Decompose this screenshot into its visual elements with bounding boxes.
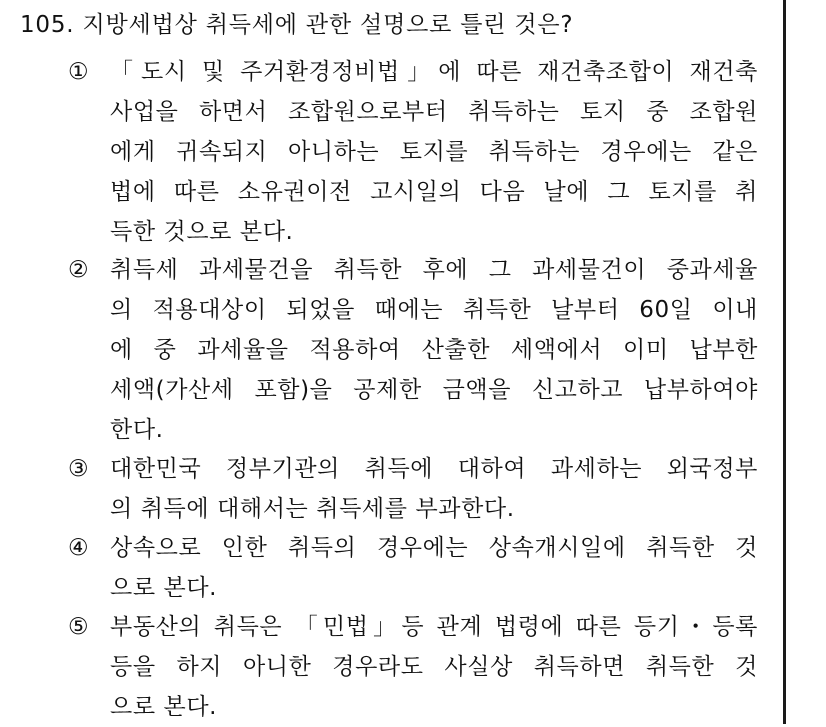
question-title: 105. 지방세법상 취득세에 관한 설명으로 틀린 것은? [20,12,574,38]
option-line: 으로 본다. [110,694,218,720]
option-line: 한다. [110,417,164,443]
option-line: 법에 따른 소유권이전 고시일의 다음 날에 그 토지를 취 [110,179,758,205]
option-line: 대한민국 정부기관의 취득에 대하여 과세하는 외국정부 [110,456,758,482]
option-line: 으로 본다. [110,575,218,601]
option-line: 상속으로 인한 취득의 경우에는 상속개시일에 취득한 것 [110,535,758,561]
option-line: 등을 하지 아니한 경우라도 사실상 취득하면 취득한 것 [110,654,758,680]
option-number: ③ [68,456,90,482]
option-line: 의 취득에 대해서는 취득세를 부과한다. [110,496,515,522]
option-text [110,250,758,450]
option-number: ⑤ [68,614,90,640]
option-line: 의 적용대상이 되었을 때에는 취득한 날부터 60일 이내 [110,297,758,323]
option-line: 부동산의 취득은 「민법」등 관계 법령에 따른 등기・등록 [110,614,758,640]
option-text [110,607,758,727]
option-number: ④ [68,535,90,561]
option-line: 사업을 하면서 조합원으로부터 취득하는 토지 중 조합원 [110,99,758,125]
option-number: ② [68,257,90,283]
column-divider [783,0,786,724]
option-number: ① [68,59,90,85]
option-line: 에 중 과세율을 적용하여 산출한 세액에서 이미 납부한 [110,337,758,363]
option-text [110,52,758,252]
option-line: 취득세 과세물건을 취득한 후에 그 과세물건이 중과세율 [110,257,758,283]
option-text [110,449,758,529]
option-line: 득한 것으로 본다. [110,219,294,245]
option-line: 세액(가산세 포함)을 공제한 금액을 신고하고 납부하여야 [110,377,758,403]
option-line: 에게 귀속되지 아니하는 토지를 취득하는 경우에는 같은 [110,139,758,165]
option-line: 「도시 및 주거환경정비법」에 따른 재건축조합이 재건축 [110,59,758,85]
option-text [110,528,758,608]
